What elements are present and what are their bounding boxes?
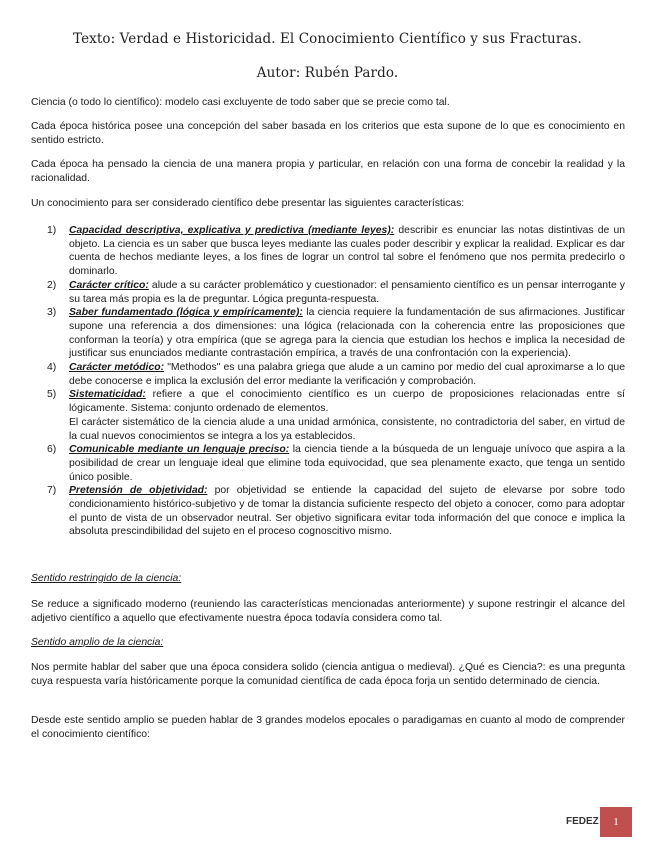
list-term: Saber fundamentado (lógica y empíricamente): <box>69 307 303 319</box>
list-item <box>31 443 625 484</box>
list-term: Carácter metódico: <box>69 362 165 374</box>
list-text: alude a su carácter problemático y cuestionador: el pensamiento científico es un pensar interrogante y su tarea más propia es la de preguntar. Lógica pregunta-respuesta. <box>69 279 626 305</box>
list-item <box>31 224 625 279</box>
document-author: Autor: Rubén Pardo. <box>256 65 399 81</box>
restricted-heading: Sentido restringido de la ciencia: <box>31 573 182 584</box>
restricted-paragraph: Se reduce a significado moderno (reuniendo las características mencionadas anteriormente) y supone restringir el alcance del adjetivo científico a aquello que efectivamente nuestra época todavía considera como tal. <box>31 599 625 624</box>
document-title: Texto: Verdad e Historicidad. El Conocimiento Científico y sus Fracturas. <box>73 31 582 47</box>
list-term: Capacidad descriptiva, explicativa y predictiva (mediante leyes): <box>69 225 395 236</box>
list-term: Carácter crítico: <box>69 279 149 291</box>
list-number: 3) <box>47 307 57 319</box>
page-number-badge: 1 <box>600 807 632 837</box>
list-text: "Methodos" es una palabra griega que alude a un camino por medio del cual aproximarse a lo que debe conocerse e implica la exclusión del error mediante la verificación y comprobación. <box>69 362 625 387</box>
footer-label: FEDEZ <box>566 816 599 827</box>
list-term: Pretensión de objetividad: <box>69 485 208 497</box>
broad-heading: Sentido amplio de la ciencia: <box>31 637 164 648</box>
list-item <box>31 484 625 539</box>
list-number: 1) <box>47 225 57 236</box>
broad-paragraph-2: Desde este sentido amplio se pueden hablar de 3 grandes modelos epocales o paradigamas en cuanto al modo de comprender el conocimiento científico: <box>31 715 625 740</box>
list-number: 7) <box>47 485 57 497</box>
broad-paragraph-1: Nos permite hablar del saber que una época considera solido (ciencia antigua o medieval). ¿Qué es Ciencia?: es una pregunta cuya respuesta varía históricamente porque la comunidad científica de cada época forja un sentido determinado de ciencia. <box>31 662 625 687</box>
list-number: 5) <box>47 389 57 401</box>
list-text: la ciencia tiende a la búsqueda de un lenguaje unívoco que aspira a la posibilidad de crear un lenguaje ideal que elimine toda equivocidad, que sea plenamente exacto, que tenga un sentido único posible. <box>69 444 625 483</box>
intro-paragraph-2: Cada época histórica posee una concepción del saber basada en los criterios que esta supone de lo que es conocimiento en sentido estricto. <box>31 121 625 146</box>
intro-paragraph-3: Cada época ha pensado la ciencia de una manera propia y particular, en relación con una forma de concebir la realidad y la racionalidad. <box>31 159 625 184</box>
list-term: Sistematicidad: <box>69 389 146 401</box>
list-text-extra: El carácter sistemático de la ciencia alude a una unidad armónica, consistente, no contradictoria del saber, en virtud de la cual nuevos conocimientos se integra a los ya establecidos. <box>69 416 625 442</box>
list-item <box>31 306 625 361</box>
list-text: describir es enunciar las notas distintivas de un objeto. La ciencia es un saber que busca leyes mediante las cuales poder describir y explicar la realidad. Explicar es dar cuenta de hechos mediante leyes, a los fines de lograr un control tal sobre el fenómeno que nos permita predecirlo o dominarlo. <box>69 225 625 278</box>
intro-paragraph-4: Un conocimiento para ser considerado científico debe presentar las siguientes características: <box>31 198 465 209</box>
intro-paragraph-1: Ciencia (o todo lo científico): modelo casi excluyente de todo saber que se precie como tal. <box>31 97 450 108</box>
list-number: 6) <box>47 444 57 456</box>
list-text: la ciencia requiere la fundamentación de sus afirmaciones. Justificar supone una referencia a dos dimensiones: una lógica (relacionada con la coherencia entre las proposiciones que conforman la teoría) y otra empírica (que se agrega para la ciencia que estudian los hechos e implica la necesidad de justificar sus enunciados mediante contrastación empírica, a través de una confrontación con la experiencia). <box>69 307 625 360</box>
list-term: Comunicable mediante un lenguaje preciso: <box>69 444 290 456</box>
list-item <box>31 279 625 306</box>
characteristics-list <box>31 224 625 539</box>
list-item <box>31 388 625 443</box>
list-number: 4) <box>47 362 57 374</box>
list-number: 2) <box>47 279 57 291</box>
list-text: por objetividad se entiende la capacidad del sujeto de elevarse por sobre todo condicionamiento histórico-subjetivo y de tomar la distancia suficiente respecto del objeto a conocer, como para adoptar el punto de vista de un observador neutral. Ser objetivo significara evitar toda información del que conoce e implica la absoluta prescindibilidad del sujeto en el proceso cognoscitivo mismo. <box>69 485 626 538</box>
list-text: refiere a que el conocimiento científico es un cuerpo de proposiciones relacionadas entre sí lógicamente. Sistema: conjunto ordenado de elementos. <box>69 389 625 415</box>
list-item <box>31 361 625 388</box>
